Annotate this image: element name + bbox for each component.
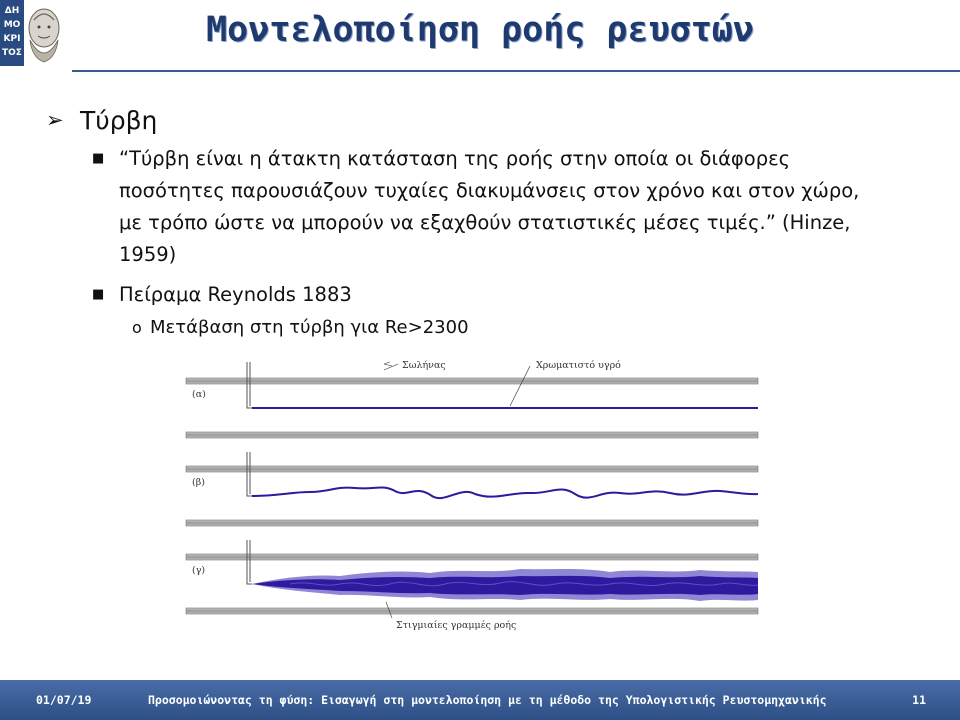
- square-bullet-icon: ■: [92, 151, 105, 166]
- bullet-definition: [44, 143, 879, 271]
- heading-bullet: [44, 106, 924, 135]
- label-dye: Χρωματιστό υγρό: [536, 360, 621, 371]
- reynolds-text: Πείραμα Reynolds 1883: [119, 283, 352, 306]
- footer-title: Προσομοιώνοντας τη φύση: Εισαγωγή στη μοντελοποίηση με τη μέθοδο της Υπολογιστικής Ρευστομηχανικής: [148, 693, 827, 707]
- square-bullet-icon: ■: [92, 287, 105, 302]
- label-b: (β): [192, 477, 205, 488]
- footer-date: 01/07/19: [36, 693, 92, 707]
- panel-laminar: [186, 360, 758, 438]
- circle-bullet-icon: o: [132, 318, 142, 337]
- svg-text:ΔΗ: ΔΗ: [4, 6, 20, 16]
- svg-text:ΤΟΣ: ΤΟΣ: [2, 48, 22, 58]
- panel-transitional: [186, 452, 758, 526]
- svg-text:ΜΟ: ΜΟ: [3, 20, 21, 30]
- slide-content: [44, 100, 924, 338]
- transition-text: Μετάβαση στη τύρβη για Re>2300: [150, 317, 469, 338]
- wavy-dye-line: [252, 487, 758, 498]
- page-title: Μοντελοποίηση ροής ρευστών: [206, 10, 754, 50]
- label-c: (γ): [192, 565, 206, 576]
- reynolds-experiment-figure: [170, 356, 770, 636]
- label-pipe: Σωλήνας: [402, 360, 446, 371]
- label-a: (α): [192, 389, 206, 400]
- sub-bullet-transition: [44, 317, 924, 338]
- label-streak: Στιγμιαίες γραμμές ροής: [396, 620, 517, 631]
- heading-text: Τύρβη: [80, 106, 158, 135]
- page-number: 11: [912, 693, 926, 707]
- footer-bar: [0, 680, 960, 720]
- definition-text: “Τύρβη είναι η άτακτη κατάσταση της ροής στην οποία οι διάφορες ποσότητες παρουσιάζουν τυχαίες διακυμάνσεις στον χρόνο και στον χώρο, με τρόπο ώστε να μπορούν να εξαχθούν στατιστικές μέσες τιμές.” (Hinze, 1959): [119, 147, 860, 266]
- svg-text:ΚΡΙ: ΚΡΙ: [3, 34, 21, 44]
- bullet-reynolds: [44, 279, 879, 311]
- panel-turbulent: [186, 540, 758, 631]
- title-divider: [72, 70, 960, 72]
- arrow-bullet-icon: ➢: [46, 108, 64, 132]
